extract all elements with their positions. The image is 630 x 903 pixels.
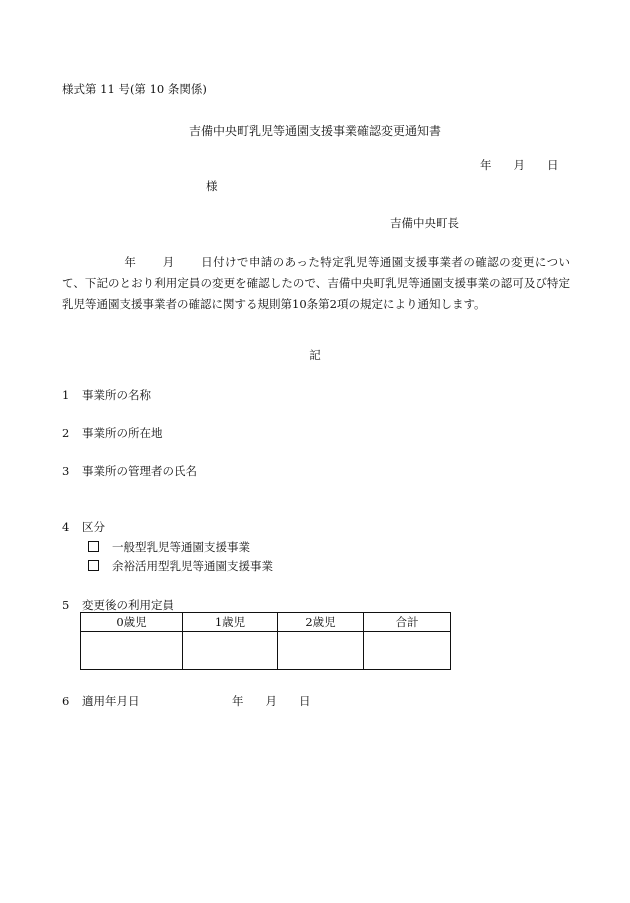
cell-age0[interactable] <box>81 632 183 670</box>
item-facility-address <box>62 425 163 441</box>
addressee-suffix: 様 <box>206 179 218 193</box>
item-label: 区分 <box>82 520 105 534</box>
year-label: 年 <box>480 158 492 172</box>
header-age1: 1歳児 <box>183 613 278 632</box>
cell-total[interactable] <box>364 632 451 670</box>
item-capacity <box>62 597 174 613</box>
header-age2: 2歳児 <box>278 613 364 632</box>
day-label: 日 <box>547 158 559 172</box>
month-label: 月 <box>513 158 525 172</box>
body-year-label: 年 <box>124 255 137 269</box>
header-total: 合計 <box>364 613 451 632</box>
option-label: 一般型乳児等通園支援事業 <box>112 540 250 554</box>
issue-date <box>480 157 559 173</box>
item-manager-name <box>62 463 197 479</box>
effective-date-fields <box>232 693 311 709</box>
table-header-row <box>81 613 451 632</box>
item-category <box>62 519 105 535</box>
body-paragraph <box>62 252 570 315</box>
item-effective-date <box>62 693 140 709</box>
category-option-surplus <box>88 558 273 574</box>
item-label: 事業所の所在地 <box>82 426 163 440</box>
item-number: 1 <box>62 388 70 402</box>
item-number: 3 <box>62 464 70 478</box>
item-number: 6 <box>62 694 70 708</box>
year-label: 年 <box>232 694 244 708</box>
item-number: 5 <box>62 598 70 612</box>
document-title: 吉備中央町乳児等通園支援事業確認変更通知書 <box>188 124 441 138</box>
item-label: 事業所の管理者の氏名 <box>82 464 197 478</box>
record-heading: 記 <box>309 348 321 362</box>
cell-age2[interactable] <box>278 632 364 670</box>
item-label: 事業所の名称 <box>82 388 151 402</box>
option-label: 余裕活用型乳児等通園支援事業 <box>112 559 273 573</box>
item-facility-name <box>62 387 151 403</box>
body-month-label: 月 <box>162 255 175 269</box>
day-label: 日 <box>299 694 311 708</box>
body-text: 日付けで申請のあった特定乳児等通園支援事業者の確認の変更について、下記のとおり利用定員の変更を確認したので、吉備中央町乳児等通園支援事業の認可及び特定乳児等通園支援事業者の確認に関する規則第10条第2項の規定により通知します。 <box>62 255 571 311</box>
sender-name: 吉備中央町長 <box>390 216 459 230</box>
capacity-table <box>80 612 451 670</box>
form-number: 様式第 11 号(第 10 条関係) <box>62 82 207 96</box>
item-number: 4 <box>62 520 70 534</box>
table-row <box>81 632 451 670</box>
header-age0: 0歳児 <box>81 613 183 632</box>
checkbox-surplus[interactable] <box>88 560 99 571</box>
item-label: 適用年月日 <box>82 694 140 708</box>
cell-age1[interactable] <box>183 632 278 670</box>
item-number: 2 <box>62 426 70 440</box>
month-label: 月 <box>265 694 277 708</box>
item-label: 変更後の利用定員 <box>82 598 174 612</box>
category-option-general <box>88 539 250 555</box>
checkbox-general[interactable] <box>88 541 99 552</box>
